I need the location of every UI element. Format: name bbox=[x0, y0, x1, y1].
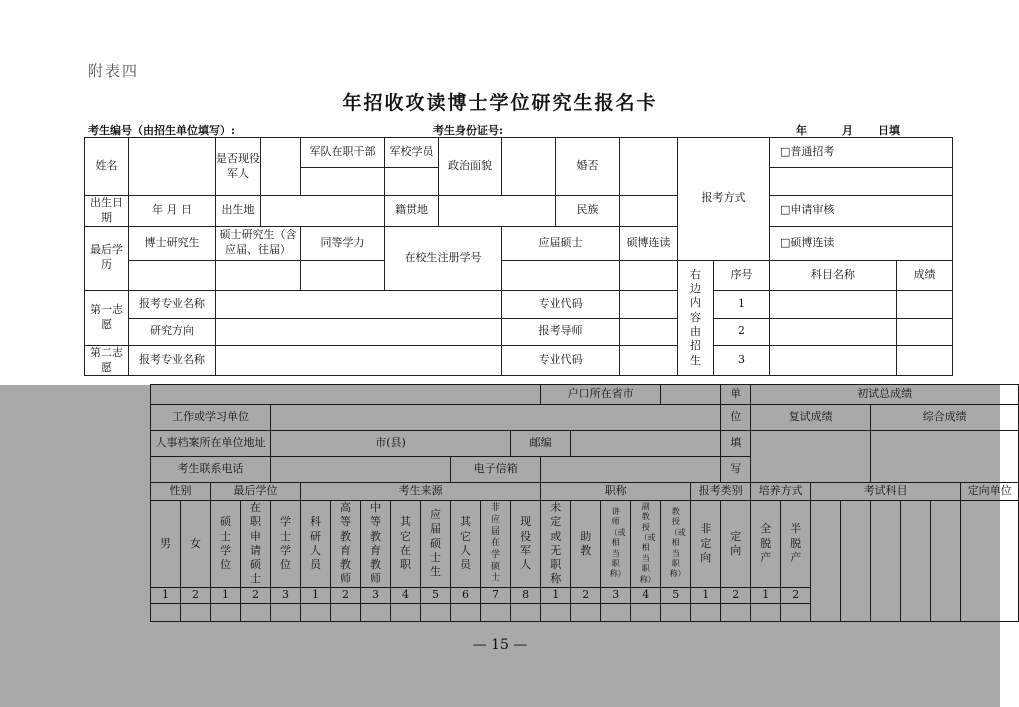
col-label-4: 高等教育教师 bbox=[331, 501, 361, 588]
seq-header: 序号 bbox=[714, 260, 770, 290]
exam-number-label: 考生编号（由招生单位填写）: bbox=[88, 124, 236, 137]
subject-cell-5[interactable] bbox=[931, 501, 961, 622]
id-number-label: 考生身份证号: bbox=[433, 124, 504, 137]
retest-score-field[interactable] bbox=[751, 431, 871, 483]
col-label-11: 未定或无职称 bbox=[541, 501, 571, 588]
city-field[interactable]: 市(县) bbox=[271, 431, 511, 457]
mark-19[interactable] bbox=[721, 604, 751, 622]
last-edu-label: 最后学历 bbox=[85, 226, 129, 290]
code-10: 6 bbox=[451, 588, 481, 604]
postcode-field[interactable] bbox=[571, 431, 721, 457]
mark-5[interactable] bbox=[301, 604, 331, 622]
mark-0[interactable] bbox=[151, 604, 181, 622]
mark-20[interactable] bbox=[751, 604, 781, 622]
equiv-field[interactable] bbox=[301, 260, 385, 290]
option-normal[interactable]: □普通招考 bbox=[770, 138, 953, 168]
exam-subjects-header: 考试科目 bbox=[811, 483, 961, 501]
mark-6[interactable] bbox=[331, 604, 361, 622]
col-label-14: 副教授（或相当职称） bbox=[631, 501, 661, 588]
work-unit-field[interactable] bbox=[271, 405, 721, 431]
active-military-label: 是否现役军人 bbox=[216, 138, 261, 196]
score-2[interactable] bbox=[897, 318, 953, 345]
subject-cell-4[interactable] bbox=[901, 501, 931, 622]
code-2: 1 bbox=[211, 588, 241, 604]
date-month: 月 bbox=[842, 124, 853, 137]
military-cadre-field[interactable] bbox=[301, 168, 385, 196]
col-label-12: 助教 bbox=[571, 501, 601, 588]
mark-3[interactable] bbox=[241, 604, 271, 622]
mark-10[interactable] bbox=[451, 604, 481, 622]
option-direct[interactable]: □硕博连读 bbox=[770, 226, 953, 260]
military-cadre-label: 军队在职干部 bbox=[301, 138, 385, 168]
overall-label: 综合成绩 bbox=[871, 405, 1019, 431]
xie-label: 写 bbox=[721, 457, 751, 483]
hukou-row-left[interactable] bbox=[151, 385, 541, 405]
code-7: 3 bbox=[361, 588, 391, 604]
code-19: 2 bbox=[721, 588, 751, 604]
code-0: 1 bbox=[151, 588, 181, 604]
phone-field[interactable] bbox=[271, 457, 451, 483]
major-code-label-2: 专业代码 bbox=[502, 345, 620, 376]
native-label: 籍贯地 bbox=[385, 196, 439, 227]
col-label-3: 科研人员 bbox=[301, 501, 331, 588]
subject-cell-2[interactable] bbox=[841, 501, 871, 622]
military-student-field[interactable] bbox=[385, 168, 439, 196]
mark-21[interactable] bbox=[781, 604, 811, 622]
seq-2: 2 bbox=[714, 318, 770, 345]
col-label-18: 全脱产 bbox=[751, 501, 781, 588]
tian-label: 填 bbox=[721, 431, 751, 457]
retest-label: 复试成绩 bbox=[751, 405, 871, 431]
political-label: 政治面貌 bbox=[439, 138, 502, 196]
appendix-label: 附表四 bbox=[88, 62, 140, 80]
code-20: 1 bbox=[751, 588, 781, 604]
major-name-label-2: 报考专业名称 bbox=[129, 345, 216, 376]
political-field[interactable] bbox=[502, 138, 556, 196]
code-4: 3 bbox=[271, 588, 301, 604]
code-1: 2 bbox=[181, 588, 211, 604]
marital-label: 婚否 bbox=[556, 138, 620, 196]
option-spacer bbox=[770, 168, 953, 196]
right-side-note: 右边内容由招生 bbox=[678, 260, 714, 376]
student-id-label: 在校生注册学号 bbox=[385, 226, 502, 290]
page-title: 年招收攻读博士学位研究生报名卡 bbox=[342, 92, 658, 114]
training-header: 培养方式 bbox=[751, 483, 811, 501]
work-unit-label: 工作或学习单位 bbox=[151, 405, 271, 431]
subject-3[interactable] bbox=[770, 345, 897, 376]
mark-17[interactable] bbox=[661, 604, 691, 622]
exam-mode-label: 报考方式 bbox=[678, 138, 770, 261]
postcode-label: 邮编 bbox=[511, 431, 571, 457]
mark-13[interactable] bbox=[541, 604, 571, 622]
code-8: 4 bbox=[391, 588, 421, 604]
registration-form-bottom bbox=[150, 384, 1019, 622]
marital-field[interactable] bbox=[620, 138, 678, 196]
score-3[interactable] bbox=[897, 345, 953, 376]
col-label-19: 半脱产 bbox=[781, 501, 811, 588]
col-label-1: 在职申请硕士 bbox=[241, 501, 271, 588]
code-3: 2 bbox=[241, 588, 271, 604]
advisor-field[interactable] bbox=[620, 318, 678, 345]
directed-unit-header: 定向单位 bbox=[961, 483, 1019, 501]
second-choice-label: 第二志愿 bbox=[85, 345, 129, 376]
phone-label: 考生联系电话 bbox=[151, 457, 271, 483]
source-header: 考生来源 bbox=[301, 483, 541, 501]
fresh-master-label: 应届硕士 bbox=[502, 226, 620, 260]
col-label-2: 学士学位 bbox=[271, 501, 301, 588]
email-field[interactable] bbox=[541, 457, 721, 483]
code-18: 1 bbox=[691, 588, 721, 604]
subject-cell-3[interactable] bbox=[871, 501, 901, 622]
col-label-13: 讲师（或相当职称） bbox=[601, 501, 631, 588]
hukou-field[interactable] bbox=[661, 385, 721, 405]
col-label-8: 其它人员 bbox=[451, 501, 481, 588]
hukou-label: 户口所在省市 bbox=[541, 385, 661, 405]
archive-addr-label: 人事档案所在单位地址 bbox=[151, 431, 271, 457]
seq-1: 1 bbox=[714, 290, 770, 318]
major-code-field-1[interactable] bbox=[620, 290, 678, 318]
phd-field[interactable] bbox=[129, 260, 216, 290]
registration-form-top bbox=[84, 137, 953, 376]
subject-header: 科目名称 bbox=[770, 260, 897, 290]
name-field[interactable] bbox=[129, 138, 216, 196]
code-14: 2 bbox=[571, 588, 601, 604]
col-label-10: 现役军人 bbox=[511, 501, 541, 588]
active-military-field[interactable] bbox=[261, 138, 301, 196]
code-13: 1 bbox=[541, 588, 571, 604]
exam-type-header: 报考类别 bbox=[691, 483, 751, 501]
last-degree-header: 最后学位 bbox=[211, 483, 301, 501]
gender-male: 男 bbox=[151, 501, 181, 588]
major-name-field-2[interactable] bbox=[216, 345, 502, 376]
master-label: 硕士研究生（含应届、往届） bbox=[216, 226, 301, 260]
pre-total-label: 初试总成绩 bbox=[751, 385, 1019, 405]
col-label-0: 硕士学位 bbox=[211, 501, 241, 588]
col-label-16: 非定向 bbox=[691, 501, 721, 588]
code-16: 4 bbox=[631, 588, 661, 604]
col-label-5: 中等教育教师 bbox=[361, 501, 391, 588]
ethnicity-field[interactable] bbox=[620, 196, 678, 227]
gender-header: 性别 bbox=[151, 483, 211, 501]
fresh-master-field[interactable] bbox=[502, 260, 620, 290]
phd-label: 博士研究生 bbox=[129, 226, 216, 260]
subject-cell-1[interactable] bbox=[811, 501, 841, 622]
master-phd-field[interactable] bbox=[620, 260, 678, 290]
subject-2[interactable] bbox=[770, 318, 897, 345]
birthplace-field[interactable] bbox=[261, 196, 385, 227]
unit-label: 单 bbox=[721, 385, 751, 405]
mark-14[interactable] bbox=[571, 604, 601, 622]
equiv-label: 同等学力 bbox=[301, 226, 385, 260]
research-field[interactable] bbox=[216, 318, 502, 345]
birth-field[interactable]: 年 月 日 bbox=[129, 196, 216, 227]
mark-12[interactable] bbox=[511, 604, 541, 622]
score-1[interactable] bbox=[897, 290, 953, 318]
mark-16[interactable] bbox=[631, 604, 661, 622]
ethnicity-label: 民族 bbox=[556, 196, 620, 227]
wei-label: 位 bbox=[721, 405, 751, 431]
mark-11[interactable] bbox=[481, 604, 511, 622]
mark-1[interactable] bbox=[181, 604, 211, 622]
code-9: 5 bbox=[421, 588, 451, 604]
code-6: 2 bbox=[331, 588, 361, 604]
mark-9[interactable] bbox=[421, 604, 451, 622]
master-phd-label: 硕博连读 bbox=[620, 226, 678, 260]
first-choice-label: 第一志愿 bbox=[85, 290, 129, 345]
seq-3: 3 bbox=[714, 345, 770, 376]
col-label-6: 其它在职 bbox=[391, 501, 421, 588]
birthplace-label: 出生地 bbox=[216, 196, 261, 227]
gender-female: 女 bbox=[181, 501, 211, 588]
mark-2[interactable] bbox=[211, 604, 241, 622]
military-student-label: 军校学员 bbox=[385, 138, 439, 168]
overall-score-field[interactable] bbox=[871, 431, 1019, 483]
code-15: 3 bbox=[601, 588, 631, 604]
mark-8[interactable] bbox=[391, 604, 421, 622]
code-21: 2 bbox=[781, 588, 811, 604]
page-number: — 15 — bbox=[472, 637, 528, 653]
col-label-15: 教授（或相当职称） bbox=[661, 501, 691, 588]
mark-4[interactable] bbox=[271, 604, 301, 622]
mark-15[interactable] bbox=[601, 604, 631, 622]
mark-7[interactable] bbox=[361, 604, 391, 622]
directed-unit-field[interactable] bbox=[961, 501, 1019, 622]
major-code-field-2[interactable] bbox=[620, 345, 678, 376]
col-label-17: 定向 bbox=[721, 501, 751, 588]
mark-18[interactable] bbox=[691, 604, 721, 622]
code-17: 5 bbox=[661, 588, 691, 604]
major-name-field-1[interactable] bbox=[216, 290, 502, 318]
birth-label: 出生日期 bbox=[85, 196, 129, 227]
col-label-7: 应届硕士生 bbox=[421, 501, 451, 588]
date-year: 年 bbox=[796, 124, 807, 137]
code-12: 8 bbox=[511, 588, 541, 604]
col-label-9: 非应届在学硕士 bbox=[481, 501, 511, 588]
code-11: 7 bbox=[481, 588, 511, 604]
major-code-label-1: 专业代码 bbox=[502, 290, 620, 318]
name-label: 姓名 bbox=[85, 138, 129, 196]
major-name-label-1: 报考专业名称 bbox=[129, 290, 216, 318]
code-5: 1 bbox=[301, 588, 331, 604]
master-field[interactable] bbox=[216, 260, 301, 290]
option-apply[interactable]: □申请审核 bbox=[770, 196, 953, 227]
date-day: 日填 bbox=[878, 124, 900, 137]
advisor-label: 报考导师 bbox=[502, 318, 620, 345]
title-rank-header: 职称 bbox=[541, 483, 691, 501]
subject-1[interactable] bbox=[770, 290, 897, 318]
score-header: 成绩 bbox=[897, 260, 953, 290]
research-label: 研究方向 bbox=[129, 318, 216, 345]
native-field[interactable] bbox=[439, 196, 556, 227]
email-label: 电子信箱 bbox=[451, 457, 541, 483]
